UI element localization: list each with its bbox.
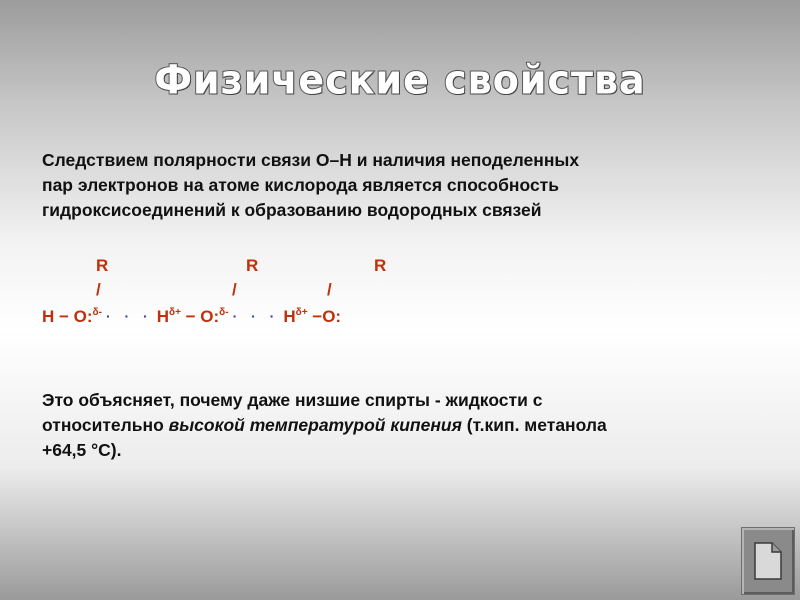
conclusion-line-2-end: (т.кип. метанола <box>461 415 607 435</box>
intro-paragraph <box>42 148 762 223</box>
intro-line-2: пар электронов на атоме кислорода является способность <box>42 175 560 195</box>
intro-line-1: Следствием полярности связи O–H и наличия неподеленных <box>42 150 580 170</box>
intro-line-3: гидроксисоединений к образованию водородных связей <box>42 200 542 220</box>
hydrogen-bond-dots-1: · · · <box>105 308 153 324</box>
conclusion-line-2 <box>42 413 772 438</box>
delta-minus-2: δ- <box>219 307 229 318</box>
slide-title: Физические свойства <box>154 56 646 104</box>
document-nav-button[interactable] <box>741 527 795 595</box>
formula-o-2: − O: <box>180 307 220 326</box>
delta-plus-1: δ+ <box>169 307 181 318</box>
formula-slash-1: / <box>96 280 101 299</box>
formula-r-2: R <box>246 256 259 275</box>
conclusion-line-3: +64,5 °C). <box>42 440 122 460</box>
formula-r-1: R <box>96 256 109 275</box>
hydrogen-bond-dots-2: · · · <box>232 308 280 324</box>
document-page-icon <box>754 542 782 580</box>
delta-minus-1: δ- <box>92 307 102 318</box>
boiling-point-emphasis: высокой температурой кипения <box>168 415 462 435</box>
formula-h-o-1: H − O: <box>42 307 93 326</box>
formula-slash-2: / <box>232 280 237 299</box>
conclusion-line-2-start: относительно <box>42 415 169 435</box>
conclusion-line-1: Это объясняет, почему даже низшие спирты - жидкости с <box>42 390 543 410</box>
formula-r-3: R <box>374 256 387 275</box>
conclusion-paragraph <box>42 388 772 463</box>
hydrogen-bond-formula <box>42 307 341 327</box>
formula-h-2: H <box>283 307 296 326</box>
delta-plus-2: δ+ <box>295 307 308 318</box>
formula-o-3: −O: <box>312 307 342 326</box>
formula-h-1: H <box>156 307 169 326</box>
formula-slash-3: / <box>327 280 332 299</box>
